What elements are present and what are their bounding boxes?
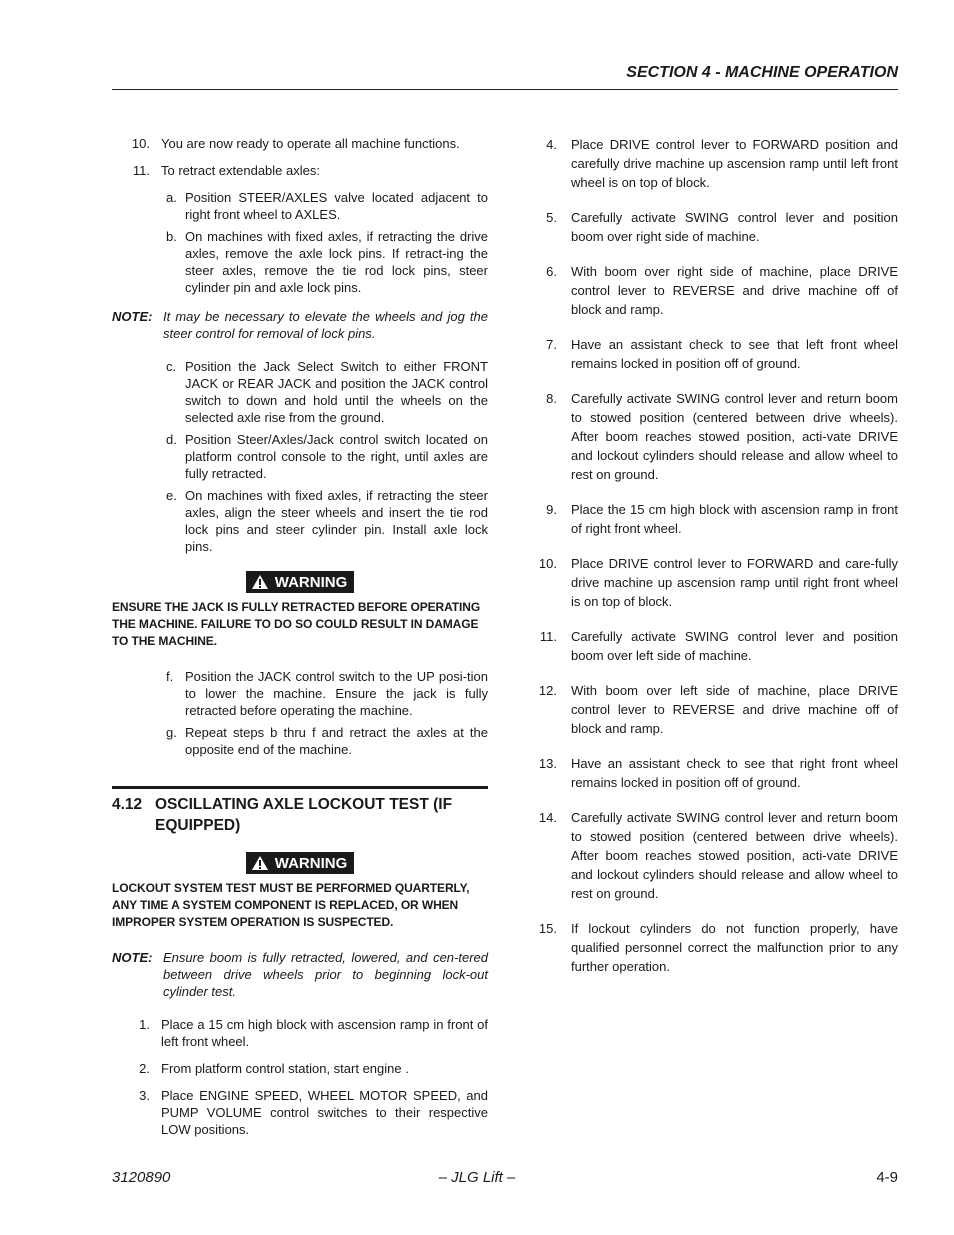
substep-letter: f. bbox=[166, 669, 174, 684]
step-item bbox=[530, 627, 898, 665]
step-number: 12. bbox=[538, 683, 557, 698]
step-number: 6. bbox=[546, 264, 557, 279]
step-item bbox=[530, 754, 898, 792]
step-number: 11. bbox=[132, 163, 150, 178]
step-item bbox=[530, 919, 898, 976]
section-number: 4.12 bbox=[112, 796, 143, 813]
step-text: Place DRIVE control lever to FORWARD position and carefully drive machine up ascension ramp until left front wheel is on top of block. bbox=[571, 137, 898, 190]
step-text: Have an assistant check to see that left front wheel remains locked in position off of ground. bbox=[571, 337, 898, 371]
footer-page-number: 4-9 bbox=[876, 1169, 898, 1186]
substep-text: Position Steer/Axles/Jack control switch located on platform control console to the right, until axles are fully retracted. bbox=[185, 432, 488, 481]
substep-item bbox=[112, 487, 488, 555]
step-item bbox=[112, 1060, 488, 1077]
step-number: 1. bbox=[139, 1017, 150, 1032]
step-text: Carefully activate SWING control lever and position boom over left side of machine. bbox=[571, 629, 898, 663]
step-text: Have an assistant check to see that right front wheel remains locked in position off of ground. bbox=[571, 756, 898, 790]
step-text: Carefully activate SWING control lever and return boom to stowed position (centered between drive wheels). After boom reaches stowed position, acti-vate DRIVE and lockout cylinders should release and allow wheel to rest on ground. bbox=[571, 391, 898, 482]
substep-item bbox=[112, 228, 488, 296]
warning-label: WARNING bbox=[274, 573, 348, 591]
warning-triangle-icon bbox=[251, 855, 269, 871]
step-number: 5. bbox=[546, 210, 557, 225]
step-item bbox=[530, 208, 898, 246]
step-item bbox=[530, 681, 898, 738]
step-number: 13. bbox=[538, 756, 557, 771]
step-number: 3. bbox=[139, 1088, 150, 1103]
warning-triangle-icon bbox=[251, 574, 269, 590]
footer-publisher: – JLG Lift – bbox=[438, 1169, 516, 1186]
substep-item bbox=[112, 189, 488, 223]
step-text: Place DRIVE control lever to FORWARD and care-fully drive machine up ascension ramp until right front wheel is on top of block. bbox=[571, 556, 898, 609]
step-text: Carefully activate SWING control lever and return boom to stowed position (centered between drive wheels). After boom reaches stowed position, acti-vate DRIVE and lockout cylinders should release and allow wheel to rest on ground. bbox=[571, 810, 898, 901]
note-text: It may be necessary to elevate the wheels and jog the steer control for removal of lock pins. bbox=[163, 309, 488, 341]
warning-badge bbox=[246, 852, 355, 874]
substep-text: On machines with fixed axles, if retracting the steer axles, align the steer wheels and insert the tie rod lock pins and steer cylinder pin. Install axle lock pins. bbox=[185, 488, 488, 554]
note-label: NOTE: bbox=[112, 950, 153, 965]
section-header: SECTION 4 - MACHINE OPERATION bbox=[626, 64, 898, 81]
step-item bbox=[112, 135, 488, 152]
step-item bbox=[112, 1087, 488, 1138]
note bbox=[112, 949, 488, 1000]
substep-letter: g. bbox=[166, 725, 177, 740]
step-text: Place a 15 cm high block with ascension ramp in front of left front wheel. bbox=[161, 1017, 488, 1049]
step-number: 11. bbox=[539, 629, 557, 644]
step-number: 4. bbox=[546, 137, 557, 152]
step-text: To retract extendable axles: bbox=[161, 163, 320, 178]
substep-text: Repeat steps b thru f and retract the axles at the opposite end of the machine. bbox=[185, 725, 488, 757]
substep-letter: a. bbox=[166, 190, 177, 205]
warning-label: WARNING bbox=[274, 854, 348, 872]
substep-text: On machines with fixed axles, if retracting the drive axles, remove the axle lock pins. If retract-ing the steer axles, remove the tie rod lock pins, steer cylinder pin and axle lock pins. bbox=[185, 229, 488, 295]
substep-item bbox=[112, 724, 488, 758]
step-item bbox=[530, 389, 898, 484]
substep-item bbox=[112, 668, 488, 719]
step-text: From platform control station, start engine . bbox=[161, 1061, 409, 1076]
section-title bbox=[112, 786, 488, 836]
warning-banner bbox=[112, 852, 488, 875]
step-number: 2. bbox=[139, 1061, 150, 1076]
step-number: 8. bbox=[546, 391, 557, 406]
step-text: Carefully activate SWING control lever and position boom over right side of machine. bbox=[571, 210, 898, 244]
substep-item bbox=[112, 358, 488, 426]
step-item bbox=[530, 135, 898, 192]
step-number: 14. bbox=[538, 810, 557, 825]
step-number: 9. bbox=[546, 502, 557, 517]
footer-doc-number: 3120890 bbox=[112, 1169, 171, 1186]
substep-text: Position STEER/AXLES valve located adjacent to right front wheel to AXLES. bbox=[185, 190, 488, 222]
note bbox=[112, 308, 488, 342]
warning-text: LOCKOUT SYSTEM TEST MUST BE PERFORMED QUARTERLY, ANY TIME A SYSTEM COMPONENT IS REPLACED, OR WHEN IMPROPER SYSTEM OPERATION IS SUSPECTED. bbox=[112, 881, 470, 929]
left-column bbox=[112, 135, 488, 1148]
warning-badge bbox=[246, 571, 355, 593]
step-number: 7. bbox=[546, 337, 557, 352]
step-text: You are now ready to operate all machine functions. bbox=[161, 136, 460, 151]
step-text: Place ENGINE SPEED, WHEEL MOTOR SPEED, and PUMP VOLUME control switches to their respective LOW positions. bbox=[161, 1088, 488, 1137]
step-number: 10. bbox=[131, 136, 150, 151]
substep-letter: e. bbox=[166, 488, 177, 503]
step-item bbox=[530, 808, 898, 903]
substep-text: Position the Jack Select Switch to either FRONT JACK or REAR JACK and position the JACK control switch to down and hold until the wheels on the selected axle rise from the ground. bbox=[185, 359, 488, 425]
right-column bbox=[530, 135, 898, 992]
note-text: Ensure boom is fully retracted, lowered, and cen-tered between drive wheels prior to beginning lock-out cylinder test. bbox=[163, 950, 488, 999]
note-label: NOTE: bbox=[112, 309, 153, 324]
warning-banner bbox=[112, 571, 488, 594]
substep-letter: c. bbox=[166, 359, 177, 374]
step-item bbox=[112, 1016, 488, 1050]
substep-text: Position the JACK control switch to the UP posi-tion to lower the machine. Ensure the jack is fully retracted before operating the machine. bbox=[185, 669, 488, 718]
step-item bbox=[530, 262, 898, 319]
step-item bbox=[530, 554, 898, 611]
step-text: With boom over right side of machine, place DRIVE control lever to REVERSE and drive machine off of block and ramp. bbox=[571, 264, 898, 317]
substep-item bbox=[112, 431, 488, 482]
step-text: With boom over left side of machine, place DRIVE control lever to REVERSE and drive machine off of block and ramp. bbox=[571, 683, 898, 736]
step-item bbox=[112, 162, 488, 179]
substep-letter: d. bbox=[166, 432, 177, 447]
substep-letter: b. bbox=[166, 229, 177, 244]
header-rule bbox=[112, 89, 898, 90]
step-item bbox=[530, 335, 898, 373]
step-text: Place the 15 cm high block with ascension ramp in front of right front wheel. bbox=[571, 502, 898, 536]
warning-text: ENSURE THE JACK IS FULLY RETRACTED BEFORE OPERATING THE MACHINE. FAILURE TO DO SO COULD RESULT IN DAMAGE TO THE MACHINE. bbox=[112, 600, 481, 648]
step-number: 10. bbox=[538, 556, 557, 571]
section-heading: OSCILLATING AXLE LOCKOUT TEST (IF EQUIPPED) bbox=[155, 796, 453, 834]
step-item bbox=[530, 500, 898, 538]
step-number: 15. bbox=[538, 921, 557, 936]
step-text: If lockout cylinders do not function properly, have qualified personnel correct the malfunction prior to any further operation. bbox=[571, 921, 898, 974]
